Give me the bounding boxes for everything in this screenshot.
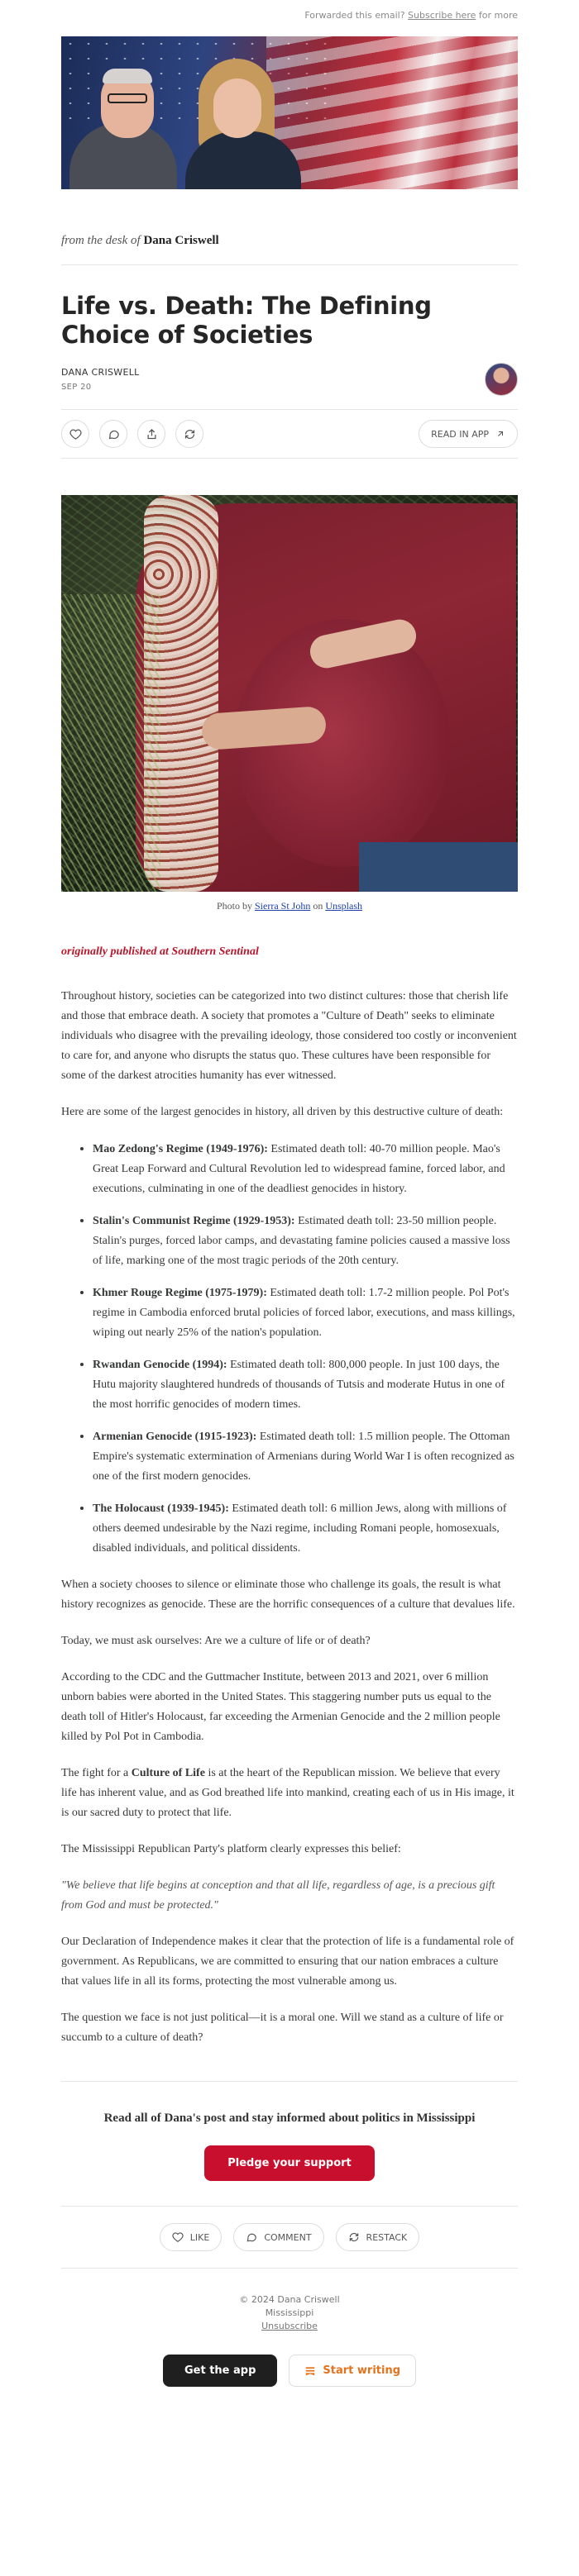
- list-item-text: Estimated death toll: 40-70 million people. Mao's Great Leap Forward and Cultural Revolution led to widespread famine, forced labor, and executions, culminating in one of the deadliest genocides in history.: [93, 1143, 505, 1195]
- paragraph: Throughout history, societies can be categorized into two distinct cultures: those that cherish life and those that embrace death. A society that promotes a "Culture of Death" seeks to eliminate individuals who disagree with the prevailing ideology, those considered too costly or inconvenient to care for, and anyone who disrupts the status quo. These cultures have been responsible for some of the darkest atrocities humanity has ever witnessed.: [61, 990, 517, 1082]
- from-name: Dana Criswell: [143, 234, 219, 247]
- start-writing-button[interactable]: [289, 2355, 416, 2387]
- paragraph: The Mississippi Republican Party's platform clearly expresses this belief:: [61, 1843, 401, 1855]
- forward-suffix: for more: [476, 10, 518, 21]
- genocide-list: [93, 1139, 518, 1559]
- byline: [61, 363, 518, 396]
- post-date: SEP 20: [61, 383, 92, 392]
- like-label: LIKE: [189, 2231, 210, 2243]
- bottom-actions: [61, 2206, 518, 2269]
- comment-label: COMMENT: [264, 2231, 312, 2243]
- pen-icon: [304, 2365, 316, 2377]
- caption-middle: on: [310, 900, 326, 912]
- header-banner-image: [61, 36, 518, 189]
- pledge-button[interactable]: Pledge your support: [204, 2145, 375, 2181]
- footer-location: Mississippi: [265, 2307, 314, 2318]
- author-name[interactable]: DANA CRISWELL: [61, 367, 140, 378]
- footer: [61, 2293, 518, 2333]
- avatar[interactable]: [485, 363, 518, 396]
- paragraph: According to the CDC and the Guttmacher Institute, between 2013 and 2021, over 6 million unborn babies were aborted in the United States. This staggering number puts us equal to the death toll of Hitler's Holocaust, far exceeding the Armenian Genocide and the 2 million people killed by Pol Pot in Cambodia.: [61, 1671, 500, 1743]
- comment-button[interactable]: [99, 420, 127, 448]
- unsubscribe-link[interactable]: Unsubscribe: [261, 2321, 318, 2331]
- paragraph: Our Declaration of Independence makes it clear that the protection of life is a fundamental role of government. As Republicans, we are committed to ensuring that our nation embraces a culture that values life in all its forms, protecting the most vulnerable among us.: [61, 1936, 514, 1988]
- list-item-title: Mao Zedong's Regime (1949-1976):: [93, 1143, 268, 1155]
- like-button[interactable]: [61, 420, 89, 448]
- list-item-title: Stalin's Communist Regime (1929-1953):: [93, 1215, 295, 1227]
- list-item-text: Estimated death toll: 1.5 million people. The Ottoman Empire's systematic extermination of Armenians during World War I is often recognized as one of the first modern genocides.: [93, 1431, 514, 1483]
- read-in-app-button[interactable]: [419, 420, 518, 448]
- post-title[interactable]: Life vs. Death: The Defining Choice of Societies: [61, 292, 432, 349]
- paragraph: Today, we must ask ourselves: Are we a culture of life or of death?: [61, 1635, 371, 1647]
- platform-quote: "We believe that life begins at conception and that all life, regardless of age, is a precious gift from God and must be protected.": [61, 1879, 495, 1912]
- list-item-title: The Holocaust (1939-1945):: [93, 1502, 229, 1515]
- photographer-link[interactable]: Sierra St John: [255, 900, 311, 912]
- read-in-app-label: READ IN APP: [431, 428, 489, 440]
- get-app-button[interactable]: Get the app: [163, 2355, 277, 2387]
- from-prefix: from the desk of: [61, 234, 144, 247]
- comment-icon: [108, 428, 120, 440]
- like-pill-button[interactable]: [160, 2223, 223, 2251]
- divider: [61, 2081, 518, 2082]
- comment-icon: [246, 2231, 257, 2243]
- list-item-text: Estimated death toll: 6 million Jews, along with millions of others deemed undesirable by the Nazi regime, including Romani people, homosexuals, disabled individuals, and political dissidents.: [93, 1502, 507, 1555]
- comment-pill-button[interactable]: [233, 2223, 323, 2251]
- from-desk: [61, 234, 518, 265]
- text-span: is at the heart of the Republican mission. We believe that every life has inherent value, and as God breathed life into mankind, creating each of us in His image, it is our sacred duty to protect that life.: [61, 1767, 514, 1819]
- photo-caption: [61, 900, 518, 912]
- restack-pill-button[interactable]: [336, 2223, 420, 2251]
- text-span: The fight for a: [61, 1767, 132, 1779]
- list-item: [93, 1426, 518, 1487]
- list-item-title: Armenian Genocide (1915-1923):: [93, 1431, 257, 1443]
- cta-heading: Read all of Dana's post and stay informed about politics in Mississippi: [103, 2112, 476, 2125]
- list-item: [93, 1139, 518, 1199]
- forward-notice: [61, 0, 518, 36]
- origin-link[interactable]: originally published at Southern Sentinal: [61, 945, 259, 958]
- restack-label: RESTACK: [366, 2231, 408, 2243]
- app-buttons: [61, 2355, 518, 2408]
- list-item: [93, 1283, 518, 1343]
- restack-icon: [184, 428, 196, 440]
- heart-icon: [172, 2231, 184, 2243]
- restack-button[interactable]: [175, 420, 203, 448]
- list-item-text: Estimated death toll: 23-50 million people. Stalin's purges, forced labor camps, and devastating famine policies caused a massive loss of life, marking one of the most tragic periods of the 20th century.: [93, 1215, 510, 1267]
- caption-prefix: Photo by: [216, 900, 255, 912]
- paragraph: Here are some of the largest genocides in history, all driven by this destructive culture of death:: [61, 1106, 504, 1118]
- forward-prefix: Forwarded this email?: [304, 10, 409, 21]
- list-item-text: Estimated death toll: 800,000 people. In just 100 days, the Hutu majority slaughtered hundreds of thousands of Tutsis and moderate Hutus in one of the most horrific genocides of modern times.: [93, 1359, 505, 1411]
- post-body: [61, 987, 518, 2048]
- paragraph: [61, 1764, 518, 1823]
- list-item: [93, 1211, 518, 1271]
- paragraph: When a society chooses to silence or eliminate those who challenge its goals, the result is what history recognizes as genocide. These are the horrific consequences of a culture that devalues life.: [61, 1578, 515, 1611]
- unsplash-link[interactable]: Unsplash: [325, 900, 363, 912]
- hero-photo[interactable]: [61, 495, 518, 892]
- post-actions: [61, 409, 518, 459]
- list-item-text: Estimated death toll: 1.7-2 million people. Pol Pot's regime in Cambodia enforced brutal policies of forced labor, executions, and mass killings, wiping out nearly 25% of the nation's population.: [93, 1287, 515, 1339]
- list-item-title: Khmer Rouge Regime (1975-1979):: [93, 1287, 267, 1299]
- share-button[interactable]: [137, 420, 165, 448]
- cta-section: [61, 2112, 518, 2181]
- start-writing-label: Start writing: [323, 2364, 401, 2377]
- list-item: [93, 1355, 518, 1415]
- list-item: [93, 1498, 518, 1559]
- list-item-title: Rwandan Genocide (1994):: [93, 1359, 227, 1371]
- subscribe-link[interactable]: Subscribe here: [408, 10, 476, 21]
- restack-icon: [348, 2231, 360, 2243]
- share-icon: [146, 428, 158, 440]
- heart-icon: [69, 428, 82, 440]
- copyright: © 2024 Dana Criswell: [239, 2294, 340, 2305]
- paragraph: The question we face is not just political—it is a moral one. Will we stand as a culture of life or succumb to a culture of death?: [61, 2012, 504, 2044]
- arrow-up-right-icon: [495, 429, 505, 439]
- emphasis-text: Culture of Life: [131, 1767, 205, 1779]
